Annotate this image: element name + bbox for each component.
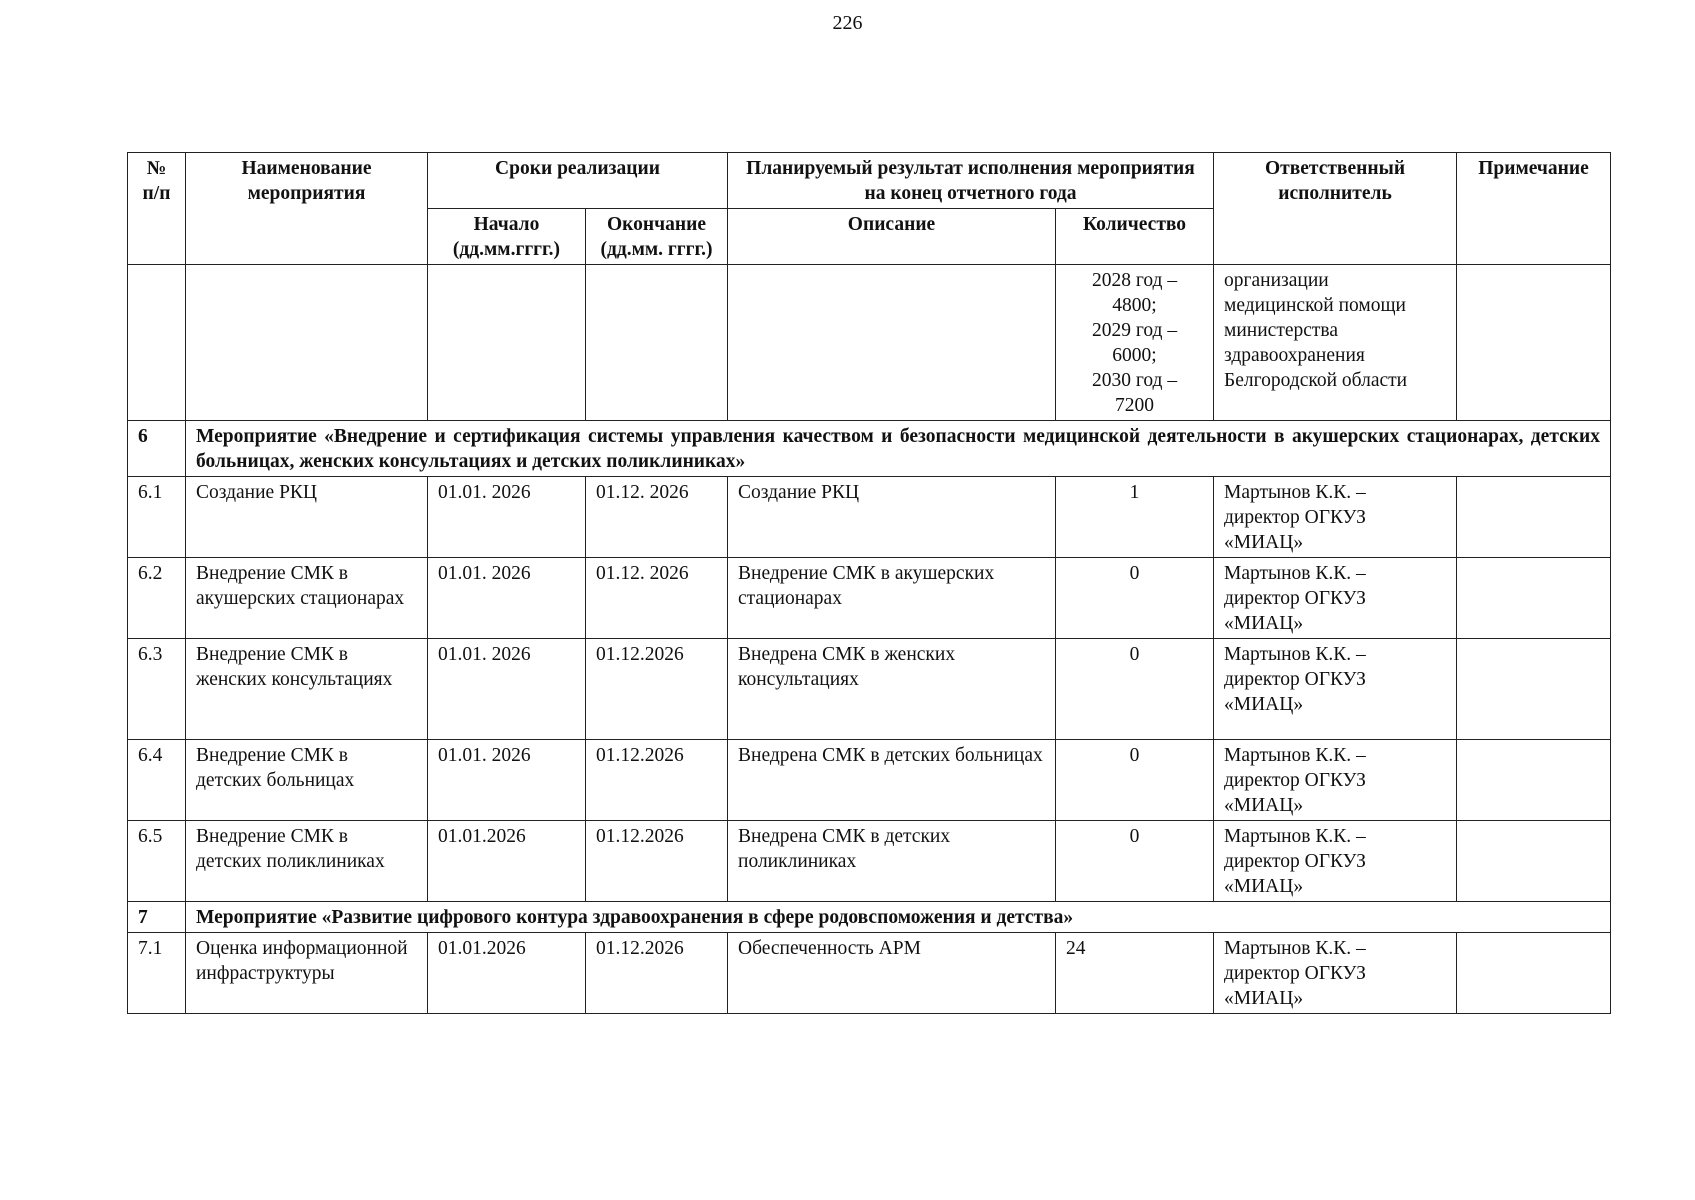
table-row [128, 639, 1611, 740]
cell-num: 6.2 [128, 558, 186, 639]
cell-description: Обеспеченность АРМ [728, 933, 1056, 1014]
cell-end: 01.12.2026 [586, 639, 728, 740]
cell-start: 01.01. 2026 [428, 558, 586, 639]
quantity-line: 7200 [1115, 395, 1155, 416]
table-row [128, 477, 1611, 558]
cell-start: 01.01. 2026 [428, 639, 586, 740]
cell-end [586, 265, 728, 421]
cell-name: Создание РКЦ [186, 477, 428, 558]
section-title: Мероприятие «Развитие цифрового контура здравоохранения в сфере родовспоможения и детства» [186, 902, 1611, 933]
page-number: 226 [832, 12, 863, 34]
header-start: Начало (дд.мм.гггг.) [428, 209, 586, 265]
cell-responsible: Мартынов К.К. – директор ОГКУЗ «МИАЦ» [1214, 821, 1457, 902]
responsible-line: министерства [1224, 320, 1339, 341]
cell-name [186, 265, 428, 421]
quantity-line: 6000; [1112, 345, 1157, 366]
responsible-line: здравоохранения [1224, 345, 1365, 366]
cell-num: 6.3 [128, 639, 186, 740]
section-row [128, 421, 1611, 477]
cell-responsible: Мартынов К.К. – директор ОГКУЗ «МИАЦ» [1214, 558, 1457, 639]
cell-note [1457, 933, 1611, 1014]
cell-name: Внедрение СМК в женских консультациях [186, 639, 428, 740]
section-num: 7 [128, 902, 186, 933]
cell-responsible: Мартынов К.К. – директор ОГКУЗ «МИАЦ» [1214, 639, 1457, 740]
cell-note [1457, 740, 1611, 821]
header-quantity: Количество [1056, 209, 1214, 265]
cell-responsible: Мартынов К.К. – директор ОГКУЗ «МИАЦ» [1214, 740, 1457, 821]
cell-description: Внедрена СМК в женских консультациях [728, 639, 1056, 740]
cell-responsible: Мартынов К.К. – директор ОГКУЗ «МИАЦ» [1214, 477, 1457, 558]
header-terms: Сроки реализации [428, 153, 728, 209]
table-row [128, 821, 1611, 902]
cell-start: 01.01.2026 [428, 821, 586, 902]
responsible-line: Белгородской области [1224, 370, 1408, 391]
quantity-line: 2029 год – [1091, 320, 1178, 341]
quantity-line: 2030 год – [1091, 370, 1178, 391]
cell-note [1457, 639, 1611, 740]
cell-quantity [1056, 265, 1214, 421]
header-num: № п/п [128, 153, 186, 265]
cell-note [1457, 558, 1611, 639]
cell-end: 01.12. 2026 [586, 558, 728, 639]
cell-quantity: 0 [1056, 558, 1214, 639]
section-row [128, 902, 1611, 933]
cell-note [1457, 265, 1611, 421]
cell-end: 01.12. 2026 [586, 477, 728, 558]
header-end: Окончание (дд.мм. гггг.) [586, 209, 728, 265]
cell-quantity: 0 [1056, 639, 1214, 740]
cell-name: Внедрение СМК в детских поликлиниках [186, 821, 428, 902]
continuation-row [128, 265, 1611, 421]
responsible-line: медицинской помощи [1224, 295, 1406, 316]
cell-note [1457, 821, 1611, 902]
header-note: Примечание [1457, 153, 1611, 265]
table-row [128, 933, 1611, 1014]
cell-start [428, 265, 586, 421]
cell-num: 6.5 [128, 821, 186, 902]
cell-description: Создание РКЦ [728, 477, 1056, 558]
cell-name: Внедрение СМК в акушерских стационарах [186, 558, 428, 639]
cell-num: 6.1 [128, 477, 186, 558]
header-result: Планируемый результат исполнения мероприятия на конец отчетного года [728, 153, 1214, 209]
section-title: Мероприятие «Внедрение и сертификация системы управления качеством и безопасности медицинской деятельности в акушерских стационарах, детских больницах, женских консультациях и детских поликлиниках» [186, 421, 1611, 477]
cell-responsible: Мартынов К.К. – директор ОГКУЗ «МИАЦ» [1214, 933, 1457, 1014]
quantity-line: 2028 год – [1091, 270, 1178, 291]
quantity-line: 4800; [1112, 295, 1157, 316]
cell-end: 01.12.2026 [586, 933, 728, 1014]
table-row [128, 558, 1611, 639]
cell-num [128, 265, 186, 421]
header-responsible: Ответственный исполнитель [1214, 153, 1457, 265]
cell-name: Оценка информационной инфраструктуры [186, 933, 428, 1014]
cell-quantity: 1 [1056, 477, 1214, 558]
cell-end: 01.12.2026 [586, 821, 728, 902]
cell-quantity: 0 [1056, 821, 1214, 902]
cell-responsible [1214, 265, 1457, 421]
responsible-line: организации [1224, 270, 1329, 291]
cell-description: Внедрение СМК в акушерских стационарах [728, 558, 1056, 639]
cell-num: 6.4 [128, 740, 186, 821]
cell-end: 01.12.2026 [586, 740, 728, 821]
cell-start: 01.01. 2026 [428, 740, 586, 821]
activities-table [127, 152, 1611, 1014]
cell-start: 01.01.2026 [428, 933, 586, 1014]
cell-quantity: 0 [1056, 740, 1214, 821]
header-name: Наименование мероприятия [186, 153, 428, 265]
cell-num: 7.1 [128, 933, 186, 1014]
table-row [128, 740, 1611, 821]
cell-note [1457, 477, 1611, 558]
cell-description [728, 265, 1056, 421]
cell-quantity: 24 [1056, 933, 1214, 1014]
header-description: Описание [728, 209, 1056, 265]
cell-start: 01.01. 2026 [428, 477, 586, 558]
header-row [128, 153, 1611, 209]
cell-description: Внедрена СМК в детских больницах [728, 740, 1056, 821]
cell-description: Внедрена СМК в детских поликлиниках [728, 821, 1056, 902]
cell-name: Внедрение СМК в детских больницах [186, 740, 428, 821]
section-num: 6 [128, 421, 186, 477]
